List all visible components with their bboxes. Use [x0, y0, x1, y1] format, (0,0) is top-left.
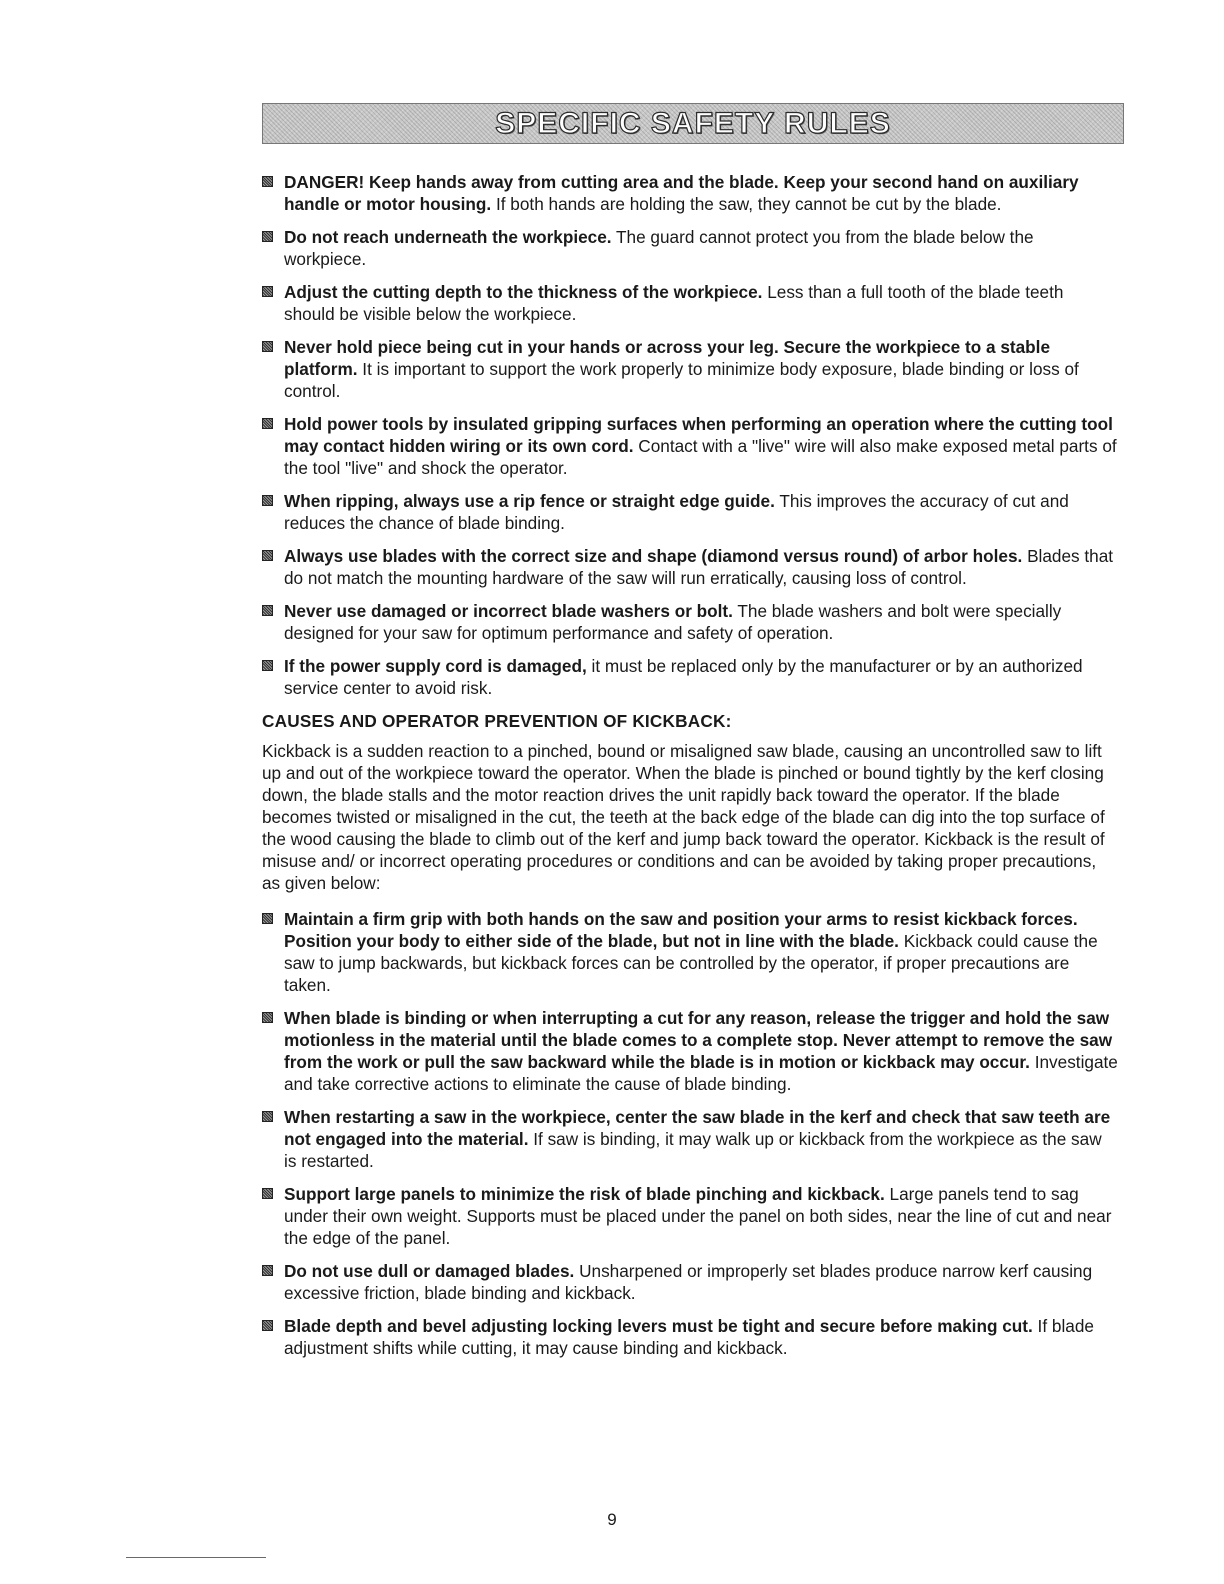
- rule-bold-text: Never use damaged or incorrect blade washers or bolt.: [284, 601, 733, 621]
- safety-rule: [262, 1260, 1118, 1304]
- safety-rule: [262, 413, 1118, 479]
- bullet-square-icon: [262, 1012, 273, 1023]
- rule-body-text: Kickback could cause the saw to jump backwards, but kickback forces can be controlled by the operator, if proper precautions are taken.: [284, 931, 1098, 995]
- safety-rule: [262, 655, 1118, 699]
- rule-bold-text: Never hold piece being cut in your hands or across your leg. Secure the workpiece to a stable platform.: [284, 337, 1051, 379]
- safety-rule: [262, 1183, 1118, 1249]
- rule-body-text: Large panels tend to sag under their own weight. Supports must be placed under the panel on both sides, near the line of cut and near the edge of the panel.: [284, 1184, 1112, 1248]
- rule-body-text: Blades that do not match the mounting hardware of the saw will run erratically, causing loss of control.: [284, 546, 1114, 588]
- safety-rule: [262, 1007, 1118, 1095]
- rule-bold-text: Maintain a firm grip with both hands on the saw and position your arms to resist kickback forces. Position your body to either side of the blade, but not in line with the blade.: [284, 909, 1078, 951]
- rule-bold-text: Do not use dull or damaged blades.: [284, 1261, 575, 1281]
- bullet-square-icon: [262, 1188, 273, 1199]
- bullet-square-icon: [262, 660, 273, 671]
- safety-rule: [262, 545, 1118, 589]
- rule-body-text: The guard cannot protect you from the blade below the workpiece.: [284, 227, 1034, 269]
- safety-rule: [262, 281, 1118, 325]
- page-number: 9: [607, 1510, 617, 1529]
- safety-rule: [262, 600, 1118, 644]
- bullet-square-icon: [262, 231, 273, 242]
- rule-bold-text: Support large panels to minimize the risk of blade pinching and kickback.: [284, 1184, 885, 1204]
- bullet-square-icon: [262, 495, 273, 506]
- bullet-square-icon: [262, 286, 273, 297]
- footer-divider: [126, 1557, 266, 1558]
- rule-bold-text: If the power supply cord is damaged,: [284, 656, 587, 676]
- rule-bold-text: DANGER! Keep hands away from cutting area and the blade. Keep your second hand on auxiliary handle or motor housing.: [284, 172, 1079, 214]
- rule-body-text: Less than a full tooth of the blade teeth should be visible below the workpiece.: [284, 282, 1064, 324]
- rules-list-top: [262, 171, 1118, 699]
- safety-rule: [262, 336, 1118, 402]
- banner-title: SPECIFIC SAFETY RULES: [495, 106, 891, 140]
- rule-bold-text: Do not reach underneath the workpiece.: [284, 227, 612, 247]
- rule-bold-text: Blade depth and bevel adjusting locking levers must be tight and secure before making cut.: [284, 1316, 1033, 1336]
- bullet-square-icon: [262, 418, 273, 429]
- kickback-heading: CAUSES AND OPERATOR PREVENTION OF KICKBACK:: [262, 711, 732, 731]
- safety-rule: [262, 226, 1118, 270]
- rule-body-text: It is important to support the work properly to minimize body exposure, blade binding or loss of control.: [284, 359, 1079, 401]
- rule-bold-text: Always use blades with the correct size and shape (diamond versus round) of arbor holes.: [284, 546, 1023, 566]
- rule-body-text: If blade adjustment shifts while cutting, it may cause binding and kickback.: [284, 1316, 1094, 1358]
- rule-body-text: This improves the accuracy of cut and reduces the chance of blade binding.: [284, 491, 1069, 533]
- rule-body-text: The blade washers and bolt were specially designed for your saw for optimum performance and safety of operation.: [284, 601, 1062, 643]
- bullet-square-icon: [262, 1111, 273, 1122]
- kickback-paragraph: Kickback is a sudden reaction to a pinched, bound or misaligned saw blade, causing an uncontrolled saw to lift up and out of the workpiece toward the operator. When the blade is pinched or bound tightly by the kerf closing down, the blade stalls and the motor reaction drives the unit rapidly back toward the operator. If the blade becomes twisted or misaligned in the cut, the teeth at the back edge of the blade can dig into the top surface of the wood causing the blade to climb out of the kerf and jump back toward the operator. Kickback is the result of misuse and/ or incorrect operating procedures or conditions and can be avoided by taking proper precautions, as given below:: [262, 741, 1105, 893]
- rule-body-text: Contact with a "live" wire will also make exposed metal parts of the tool "live" and shock the operator.: [284, 436, 1117, 478]
- safety-rule: [262, 171, 1118, 215]
- rule-bold-text: Adjust the cutting depth to the thickness of the workpiece.: [284, 282, 763, 302]
- bullet-square-icon: [262, 176, 273, 187]
- rule-bold-text: Hold power tools by insulated gripping surfaces when performing an operation where the cutting tool may contact hidden wiring or its own cord.: [284, 414, 1113, 456]
- rules-list-bottom: [262, 908, 1118, 1359]
- section-banner: [262, 103, 1124, 144]
- safety-rule: [262, 1315, 1118, 1359]
- rule-body-text: Investigate and take corrective actions to eliminate the cause of blade binding.: [284, 1052, 1118, 1094]
- rule-body-text: it must be replaced only by the manufacturer or by an authorized service center to avoid risk.: [284, 656, 1083, 698]
- bullet-square-icon: [262, 913, 273, 924]
- bullet-square-icon: [262, 341, 273, 352]
- bullet-square-icon: [262, 1265, 273, 1276]
- bullet-square-icon: [262, 550, 273, 561]
- rule-bold-text: When restarting a saw in the workpiece, center the saw blade in the kerf and check that saw teeth are not engaged into the material.: [284, 1107, 1111, 1149]
- safety-rule: [262, 490, 1118, 534]
- bullet-square-icon: [262, 1320, 273, 1331]
- rule-body-text: Unsharpened or improperly set blades produce narrow kerf causing excessive friction, blade binding and kickback.: [284, 1261, 1093, 1303]
- rule-body-text: If both hands are holding the saw, they cannot be cut by the blade.: [491, 194, 1002, 214]
- content: [262, 171, 1118, 1370]
- bullet-square-icon: [262, 605, 273, 616]
- safety-rule: [262, 1106, 1118, 1172]
- safety-rule: [262, 908, 1118, 996]
- rule-bold-text: When blade is binding or when interrupting a cut for any reason, release the trigger and hold the saw motionless in the material until the blade comes to a complete stop. Never attempt to remove the saw from the work or pull the saw backward while the blade is in motion or kickback may occur.: [284, 1008, 1113, 1072]
- rule-body-text: If saw is binding, it may walk up or kickback from the workpiece as the saw is restarted.: [284, 1129, 1102, 1171]
- rule-bold-text: When ripping, always use a rip fence or straight edge guide.: [284, 491, 775, 511]
